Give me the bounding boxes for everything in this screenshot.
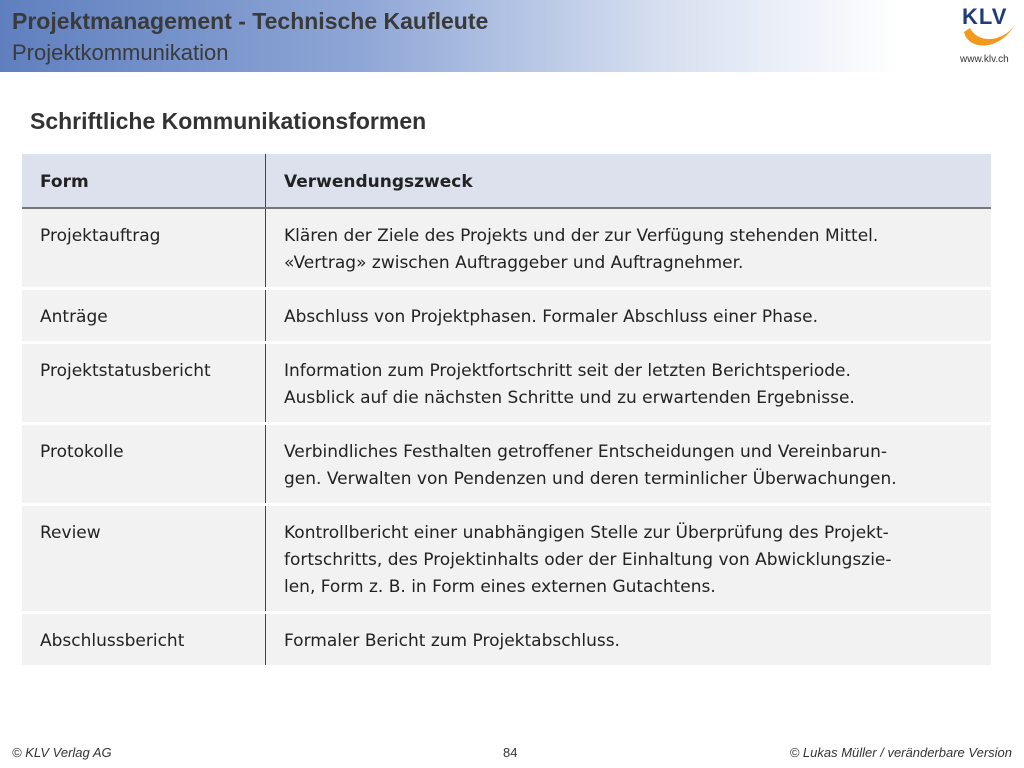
page-number: 84 (503, 745, 518, 760)
purpose-line: gen. Verwalten von Pendenzen und deren terminlicher Überwachungen. (284, 469, 897, 489)
form-cell: Review (22, 506, 266, 611)
form-cell: Projektstatusbericht (22, 344, 266, 422)
table-row (22, 506, 991, 614)
purpose-cell (266, 209, 991, 287)
logo-text: KLV (962, 4, 1008, 29)
klv-logo (958, 4, 1020, 68)
purpose-line: fortschritts, des Projektinhalts oder der Einhaltung von Abwicklungszie- (284, 550, 892, 570)
form-cell: Abschlussbericht (22, 614, 266, 665)
purpose-line: Verbindliches Festhalten getroffener Entscheidungen und Vereinbarun- (284, 442, 887, 462)
purpose-cell (266, 614, 991, 665)
purpose-line: Abschluss von Projektphasen. Formaler Abschluss einer Phase. (284, 307, 818, 327)
form-cell: Projektauftrag (22, 209, 266, 287)
purpose-line: Ausblick auf die nächsten Schritte und zu erwartenden Ergebnisse. (284, 388, 855, 408)
table-row (22, 209, 991, 290)
table-row (22, 425, 991, 506)
purpose-cell (266, 344, 991, 422)
purpose-line: len, Form z. B. in Form eines externen Gutachtens. (284, 577, 716, 597)
purpose-line: Formaler Bericht zum Projektabschluss. (284, 631, 620, 651)
logo-url: www.klv.ch (960, 54, 1009, 65)
header-subtitle: Projektkommunikation (12, 40, 229, 65)
column-header-form: Form (22, 154, 266, 207)
purpose-cell (266, 506, 991, 611)
footer-copyright: © KLV Verlag AG (12, 745, 112, 760)
footer-author: © Lukas Müller / veränderbare Version (789, 745, 1012, 760)
table-row (22, 290, 991, 344)
purpose-line: Information zum Projektfortschritt seit der letzten Berichtsperiode. (284, 361, 851, 381)
purpose-cell (266, 290, 991, 341)
table-header-row (22, 154, 991, 209)
purpose-line: Klären der Ziele des Projekts und der zur Verfügung stehenden Mittel. (284, 226, 879, 246)
purpose-cell (266, 425, 991, 503)
slide-title: Schriftliche Kommunikationsformen (30, 108, 427, 134)
column-header-purpose: Verwendungszweck (284, 172, 473, 192)
table-row (22, 344, 991, 425)
form-cell: Protokolle (22, 425, 266, 503)
form-cell: Anträge (22, 290, 266, 341)
header-title: Projektmanagement - Technische Kaufleute (12, 8, 489, 34)
logo-swoosh-icon (958, 22, 1018, 54)
slide-header (0, 0, 1024, 72)
purpose-line: Kontrollbericht einer unabhängigen Stelle zur Überprüfung des Projekt- (284, 523, 889, 543)
table-row (22, 614, 991, 668)
communication-forms-table (22, 154, 991, 668)
purpose-line: «Vertrag» zwischen Auftraggeber und Auftragnehmer. (284, 253, 744, 273)
